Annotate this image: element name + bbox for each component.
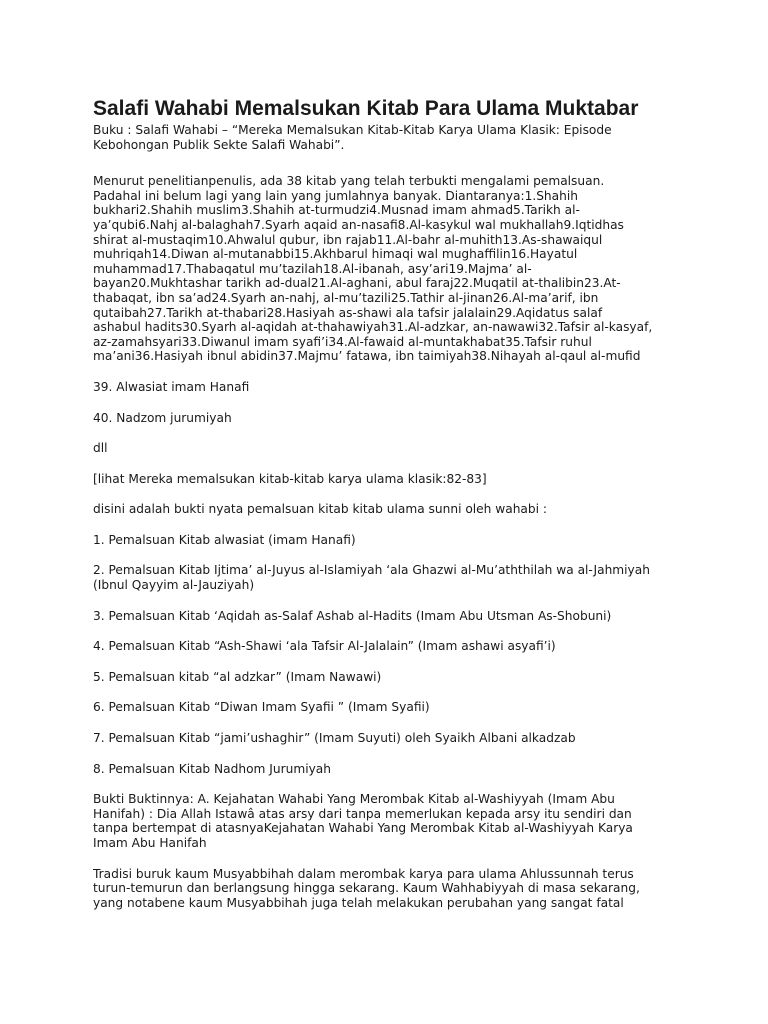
body-paragraph: Tradisi buruk kaum Musyabbihah dalam merombak karya para ulama Ahlussunnah terus turun-temurun dan berlangsung hingga sekarang. Kaum Wahhabiyyah di masa sekarang, yang notabene kaum Musyabbihah juga telah melakukan perubahan yang sangat fatal — [93, 866, 640, 910]
list-item: 1. Pemalsuan Kitab alwasiat (imam Hanafi) — [93, 532, 356, 547]
document-title: Salafi Wahabi Memalsukan Kitab Para Ulama Muktabar — [93, 97, 639, 120]
intro-paragraph: Menurut penelitianpenulis, ada 38 kitab yang telah terbukti mengalami pemalsuan. Padahal ini belum lagi yang lain yang jumlahnya banyak. Diantaranya:1.Shahih bukhari2.Shahih muslim3.Shahih at-turmudzi4.Musnad imam ahmad5.Tarikh al-ya’qubi6.Nahj al-balaghah7.Syarh aqaid an-nasafi8.Al-kasykul wal mukhallah9.Iqtidhas shirat al-mustaqim10.Ahwalul qubur, ibn rajab11.Al-bahr al-muhith13.As-shawaiqul muhriqah14.Diwan al-mutanabbi15.Akhbarul himaqi wal mughaffilin16.Hayatul muhammad17.Thabaqatul mu’tazilah18.Al-ibanah, asy’ari19.Majma’ al-bayan20.Mukhtashar tarikh ad-dual21.Al-aghani, abul faraj22.Muqatil at-thalibin23.At-thabaqat, ibn sa’ad24.Syarh an-nahj, al-mu’tazili25.Tathir al-jinan26.Al-ma’arif, ibn qutaibah27.Tarikh at-thabari28.Hasiyah as-shawi ala tafsir jalalain29.Aqidatus salaf ashabul hadits30.Syarh al-aqidah at-thahawiyah31.Al-adzkar, an-nawawi32.Tafsir al-kasyaf, az-zamahsyari33.Diwanul imam syafi’i34.Al-fawaid al-muntakhabat35.Tafsir ruhul ma’ani36.Hasiyah ibnul abidin37.Majmu’ fatawa, ibn taimiyah38.Nihayah al-qaul al-mufid — [93, 174, 653, 364]
list-item: 4. Pemalsuan Kitab “Ash-Shawi ‘ala Tafsir Al-Jalalain” (Imam ashawi asyafi’i) — [93, 639, 556, 654]
list-item: 8. Pemalsuan Kitab Nadhom Jurumiyah — [93, 761, 331, 776]
list-item: 6. Pemalsuan Kitab “Diwan Imam Syafii ” (Imam Syafii) — [93, 700, 430, 715]
book-reference: Buku : Salafi Wahabi – “Mereka Memalsukan Kitab-Kitab Karya Ulama Klasik: Episode Kebohongan Publik Sekte Salafi Wahabi”. — [93, 123, 612, 152]
document-page — [93, 96, 653, 910]
paragraph: dll — [93, 441, 108, 456]
citation: [lihat Mereka memalsukan kitab-kitab karya ulama klasik:82-83] — [93, 471, 487, 486]
list-item: 39. Alwasiat imam Hanafi — [93, 379, 250, 394]
paragraph: disini adalah bukti nyata pemalsuan kitab kitab ulama sunni oleh wahabi : — [93, 502, 548, 517]
list-item: 5. Pemalsuan kitab “al adzkar” (Imam Nawawi) — [93, 669, 382, 684]
list-item: 7. Pemalsuan Kitab “jami’ushaghir” (Imam Suyuti) oleh Syaikh Albani alkadzab — [93, 731, 576, 746]
list-item: 2. Pemalsuan Kitab Ijtima’ al-Juyus al-Islamiyah ‘ala Ghazwi al-Mu’aththilah wa al-Jahmiyah (Ibnul Qayyim al-Jauziyah) — [93, 563, 650, 593]
list-item: 40. Nadzom jurumiyah — [93, 410, 232, 425]
list-item: 3. Pemalsuan Kitab ‘Aqidah as-Salaf Ashab al-Hadits (Imam Abu Utsman As-Shobuni) — [93, 608, 612, 623]
evidence-paragraph: Bukti Buktinnya: A. Kejahatan Wahabi Yang Merombak Kitab al-Washiyyah (Imam Abu Hanifah) : Dia Allah Istawâ atas arsy dari tanpa memerlukan kepada arsy itu sendiri dan tanpa bertempat di atasnyaKejahatan Wahabi Yang Merombak Kitab al-Washiyyah Karya Imam Abu Hanifah — [93, 792, 633, 850]
